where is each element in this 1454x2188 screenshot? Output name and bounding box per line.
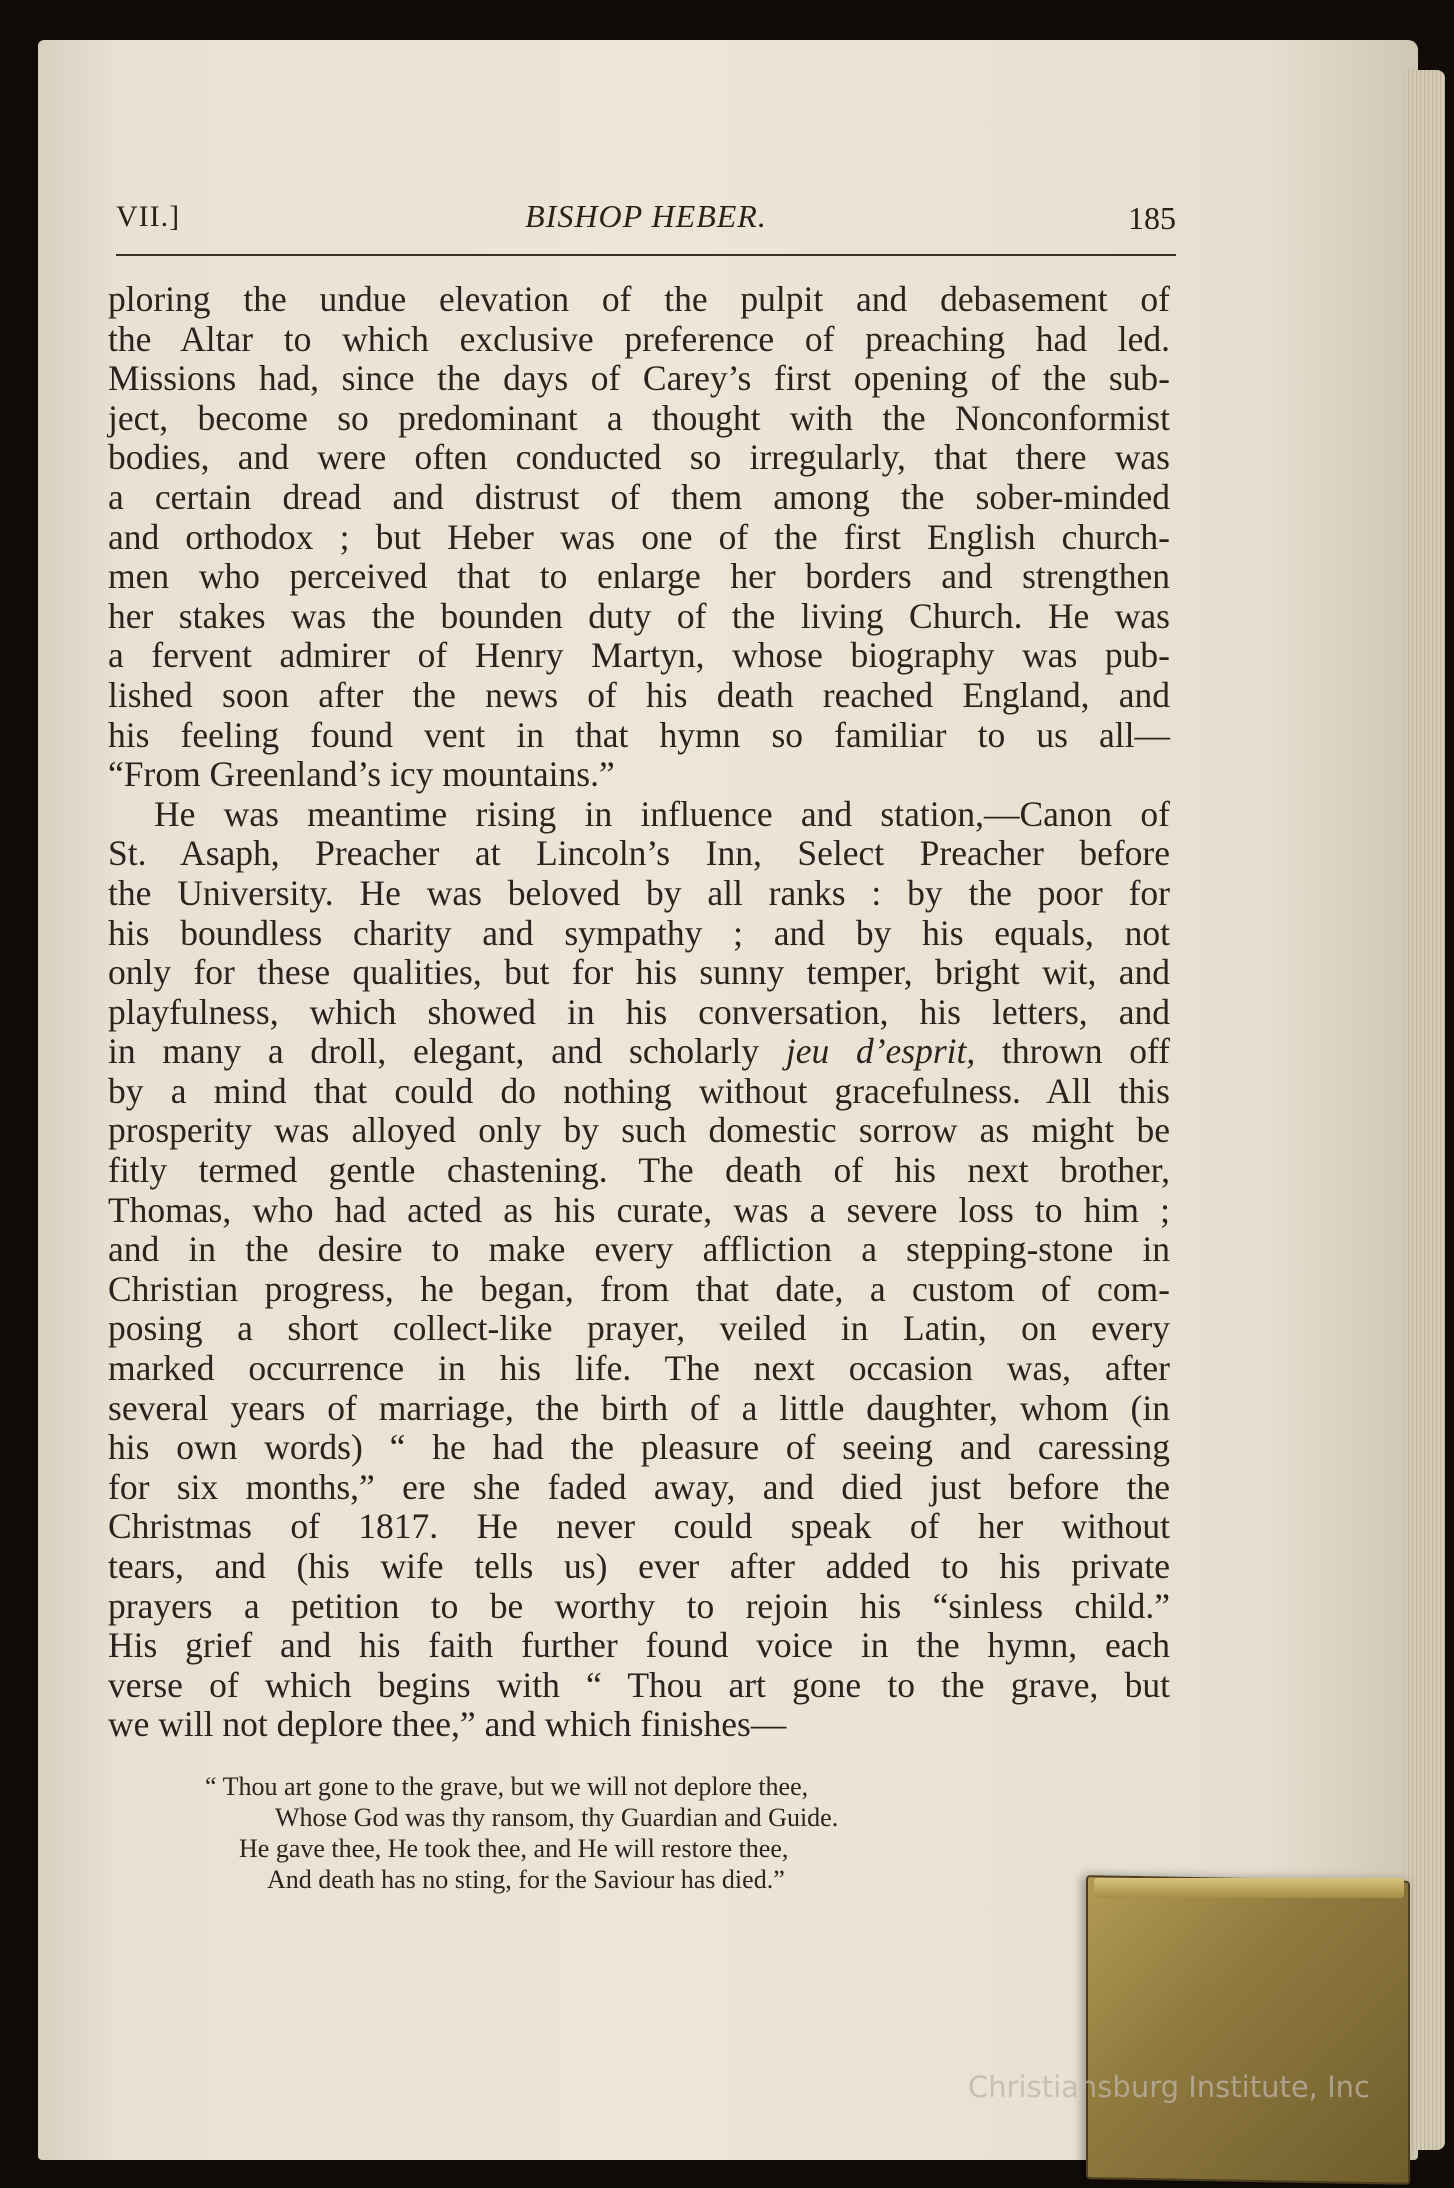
text-line: bodies, and were often conducted so irregularly, that there was bbox=[108, 437, 1170, 478]
text-segment: in many a droll, elegant, and scholarly bbox=[108, 1031, 786, 1072]
text-line: his boundless charity and sympathy ; and by his equals, not bbox=[108, 912, 1170, 953]
text-line bbox=[108, 1032, 1170, 1072]
watermark: Christiansburg Institute, Inc bbox=[968, 2070, 1370, 2104]
text-line: we will not deplore thee,” and which finishes— bbox=[108, 1704, 787, 1745]
text-line: lished soon after the news of his death reached England, and bbox=[108, 674, 1170, 715]
poem-line: “ Thou art gone to the grave, but we will not deplore thee, bbox=[205, 1772, 809, 1801]
poem-line: And death has no sting, for the Saviour has died.” bbox=[267, 1865, 785, 1894]
text-line: marked occurrence in his life. The next occasion was, after bbox=[108, 1348, 1170, 1389]
body-text bbox=[108, 280, 1170, 1745]
text-line: Thomas, who had acted as his curate, was a severe loss to him ; bbox=[108, 1189, 1170, 1230]
text-line: for six months,” ere she faded away, and died just before the bbox=[108, 1466, 1170, 1507]
text-line: fitly termed gentle chastening. The death of his next brother, bbox=[108, 1150, 1170, 1191]
italic-phrase: jeu d’esprit, bbox=[785, 1031, 976, 1072]
text-line: only for these qualities, but for his sunny temper, bright wit, and bbox=[108, 952, 1170, 993]
header-rule bbox=[116, 254, 1176, 256]
gold-bookmark bbox=[1086, 1875, 1410, 2185]
text-line: by a mind that could do nothing without gracefulness. All this bbox=[108, 1070, 1170, 1111]
text-line: his own words) “ he had the pleasure of seeing and caressing bbox=[108, 1427, 1170, 1468]
chapter-number: VII.] bbox=[116, 200, 181, 233]
text-line: playfulness, which showed in his conversation, his letters, and bbox=[108, 991, 1170, 1032]
poem-line: Whose God was thy ransom, thy Guardian and Guide. bbox=[275, 1803, 839, 1832]
text-line: ject, become so predominant a thought with the Nonconformist bbox=[108, 397, 1170, 438]
text-line: prosperity was alloyed only by such domestic sorrow as might be bbox=[108, 1110, 1170, 1151]
text-line: verse of which begins with “ Thou art gone to the grave, but bbox=[108, 1664, 1170, 1705]
poem-line: He gave thee, He took thee, and He will restore thee, bbox=[239, 1834, 789, 1863]
running-header bbox=[116, 196, 1176, 244]
text-line: Christmas of 1817. He never could speak of her without bbox=[108, 1506, 1170, 1547]
text-line: prayers a petition to be worthy to rejoin his “sinless child.” bbox=[108, 1585, 1170, 1626]
bookmark-highlight bbox=[1094, 1878, 1404, 1898]
text-line: Christian progress, he began, from that date, a custom of com- bbox=[108, 1268, 1170, 1309]
page-number: 185 bbox=[1128, 200, 1176, 236]
text-line: tears, and (his wife tells us) ever after added to his private bbox=[108, 1546, 1170, 1586]
text-line: a certain dread and distrust of them among the sober-minded bbox=[108, 476, 1170, 517]
text-line: his feeling found vent in that hymn so familiar to us all— bbox=[108, 714, 1170, 755]
text-line: Missions had, since the days of Carey’s first opening of the sub- bbox=[108, 358, 1170, 399]
text-line: St. Asaph, Preacher at Lincoln’s Inn, Select Preacher before bbox=[108, 833, 1170, 874]
text-line: posing a short collect-like prayer, veiled in Latin, on every bbox=[108, 1308, 1170, 1349]
text-line: “From Greenland’s icy mountains.” bbox=[108, 754, 615, 795]
text-line: His grief and his faith further found voice in the hymn, each bbox=[108, 1625, 1170, 1666]
text-line: a fervent admirer of Henry Martyn, whose biography was pub- bbox=[108, 635, 1170, 676]
text-line: her stakes was the bounden duty of the living Church. He was bbox=[108, 595, 1170, 636]
text-line: He was meantime rising in influence and station,—Canon of bbox=[154, 793, 1170, 834]
text-line: and in the desire to make every affliction a stepping-stone in bbox=[108, 1229, 1170, 1270]
text-line: ploring the undue elevation of the pulpit and debasement of bbox=[108, 279, 1170, 319]
text-line: the Altar to which exclusive preference of preaching had led. bbox=[108, 318, 1170, 359]
text-segment: thrown off bbox=[975, 1031, 1171, 1072]
text-line: men who perceived that to enlarge her borders and strengthen bbox=[108, 556, 1170, 597]
page-edges bbox=[1405, 70, 1445, 2150]
text-line: and orthodox ; but Heber was one of the first English church- bbox=[108, 516, 1170, 557]
text-line: several years of marriage, the birth of a little daughter, whom (in bbox=[108, 1387, 1170, 1428]
hymn-quotation bbox=[205, 1771, 1065, 1895]
running-title: BISHOP HEBER. bbox=[525, 198, 767, 234]
text-line: the University. He was beloved by all ranks : by the poor for bbox=[108, 872, 1170, 913]
